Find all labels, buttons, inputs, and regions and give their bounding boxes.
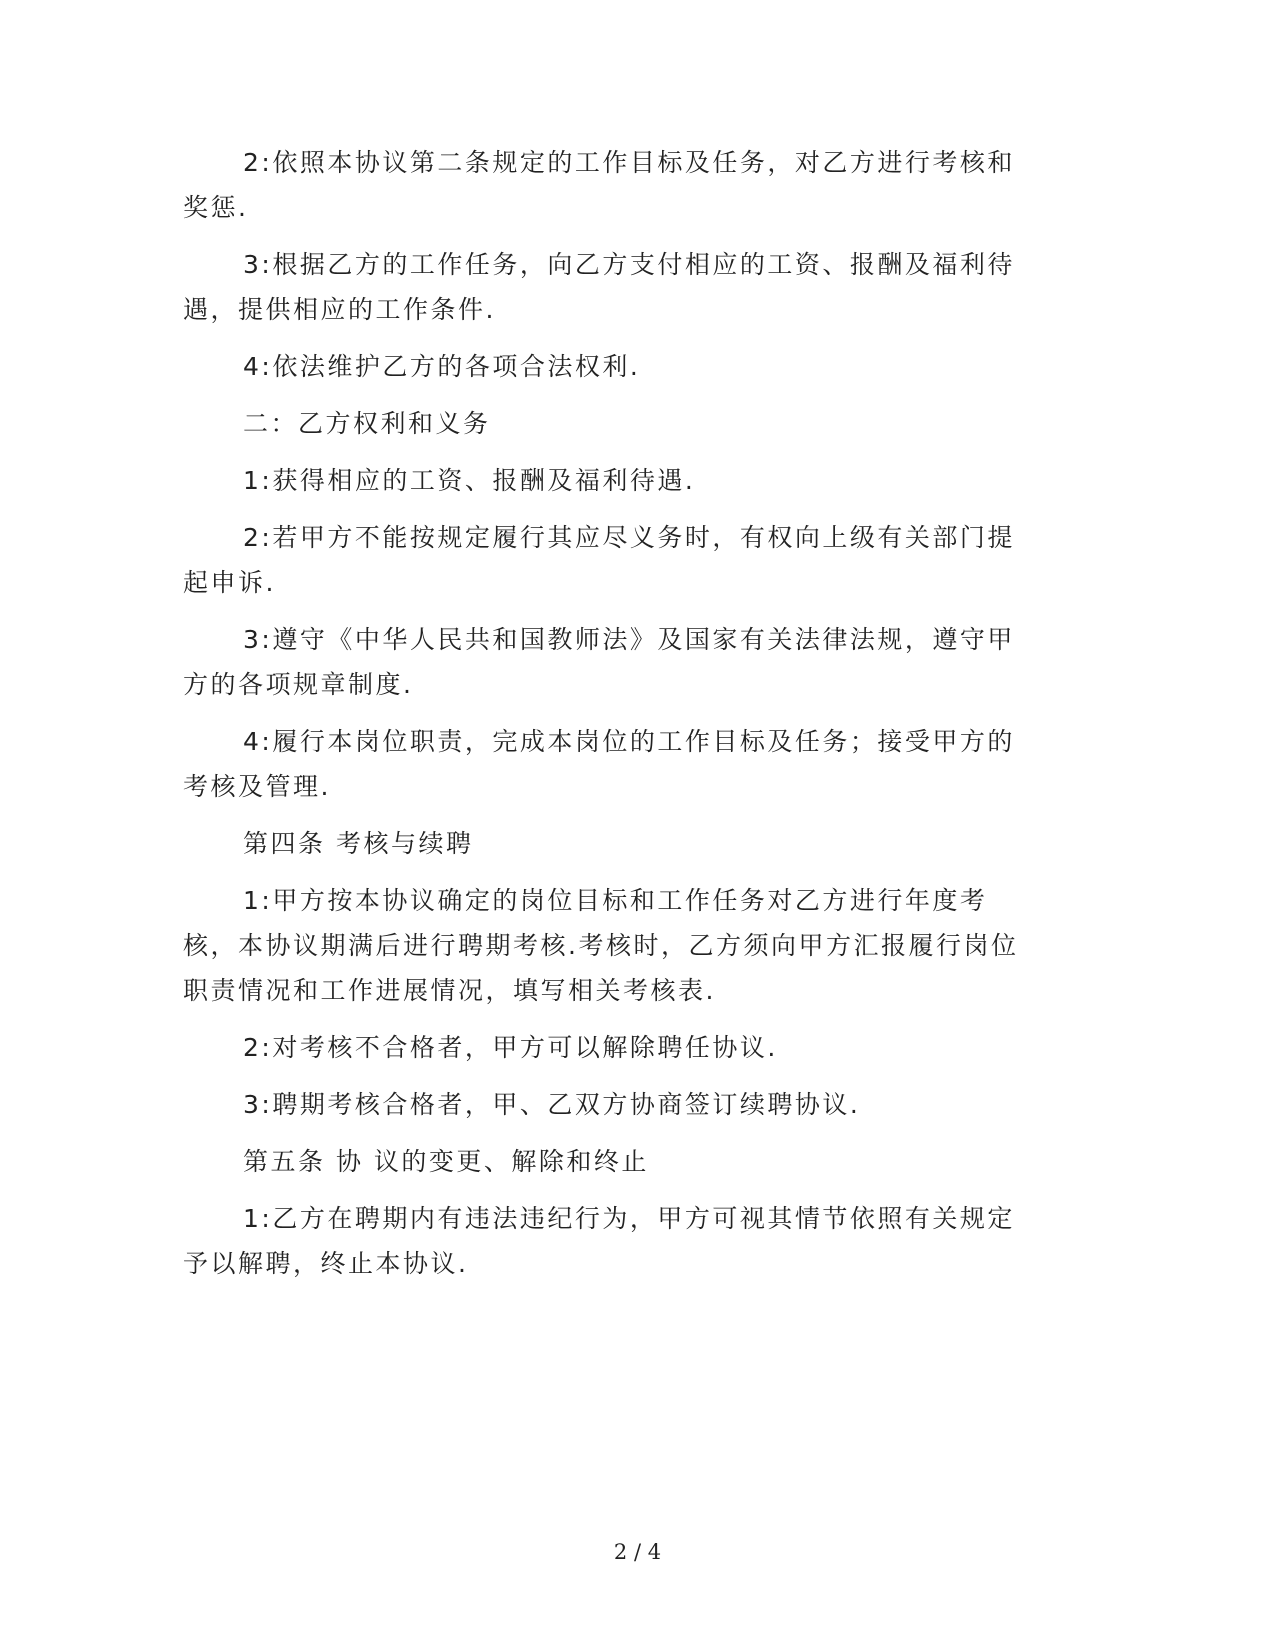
paragraph: 4:依法维护乙方的各项合法权利. — [243, 352, 641, 381]
paragraph: 3:聘期考核合格者，甲、乙双方协商签订续聘协议. — [243, 1090, 861, 1119]
paragraph: 1:乙方在聘期内有违法违纪行为，甲方可视其情节依照有关规定予以解聘，终止本协议. — [183, 1204, 1015, 1278]
paragraph: 1:甲方按本协议确定的岗位目标和工作任务对乙方进行年度考核，本协议期满后进行聘期考核.考核时，乙方须向甲方汇报履行岗位职责情况和工作进展情况，填写相关考核表. — [183, 886, 1019, 1005]
section-heading: 二：乙方权利和义务 — [243, 409, 491, 438]
page-number: 2 / 4 — [613, 1540, 662, 1564]
paragraph: 3:遵守《中华人民共和国教师法》及国家有关法律法规，遵守甲方的各项规章制度. — [183, 625, 1015, 699]
paragraph: 1:获得相应的工资、报酬及福利待遇. — [243, 466, 696, 495]
paragraph: 2:若甲方不能按规定履行其应尽义务时，有权向上级有关部门提起申诉. — [183, 523, 1015, 597]
paragraph: 4:履行本岗位职责，完成本岗位的工作目标及任务；接受甲方的考核及管理. — [183, 727, 1015, 801]
article-heading: 第四条 考核与续聘 — [243, 829, 474, 858]
article-heading: 第五条 协 议的变更、解除和终止 — [243, 1147, 649, 1176]
paragraph: 3:根据乙方的工作任务，向乙方支付相应的工资、报酬及福利待遇，提供相应的工作条件. — [183, 250, 1015, 324]
paragraph: 2:依照本协议第二条规定的工作目标及任务，对乙方进行考核和奖惩. — [183, 148, 1015, 222]
document-body — [183, 140, 1041, 1298]
paragraph: 2:对考核不合格者，甲方可以解除聘任协议. — [243, 1033, 778, 1062]
